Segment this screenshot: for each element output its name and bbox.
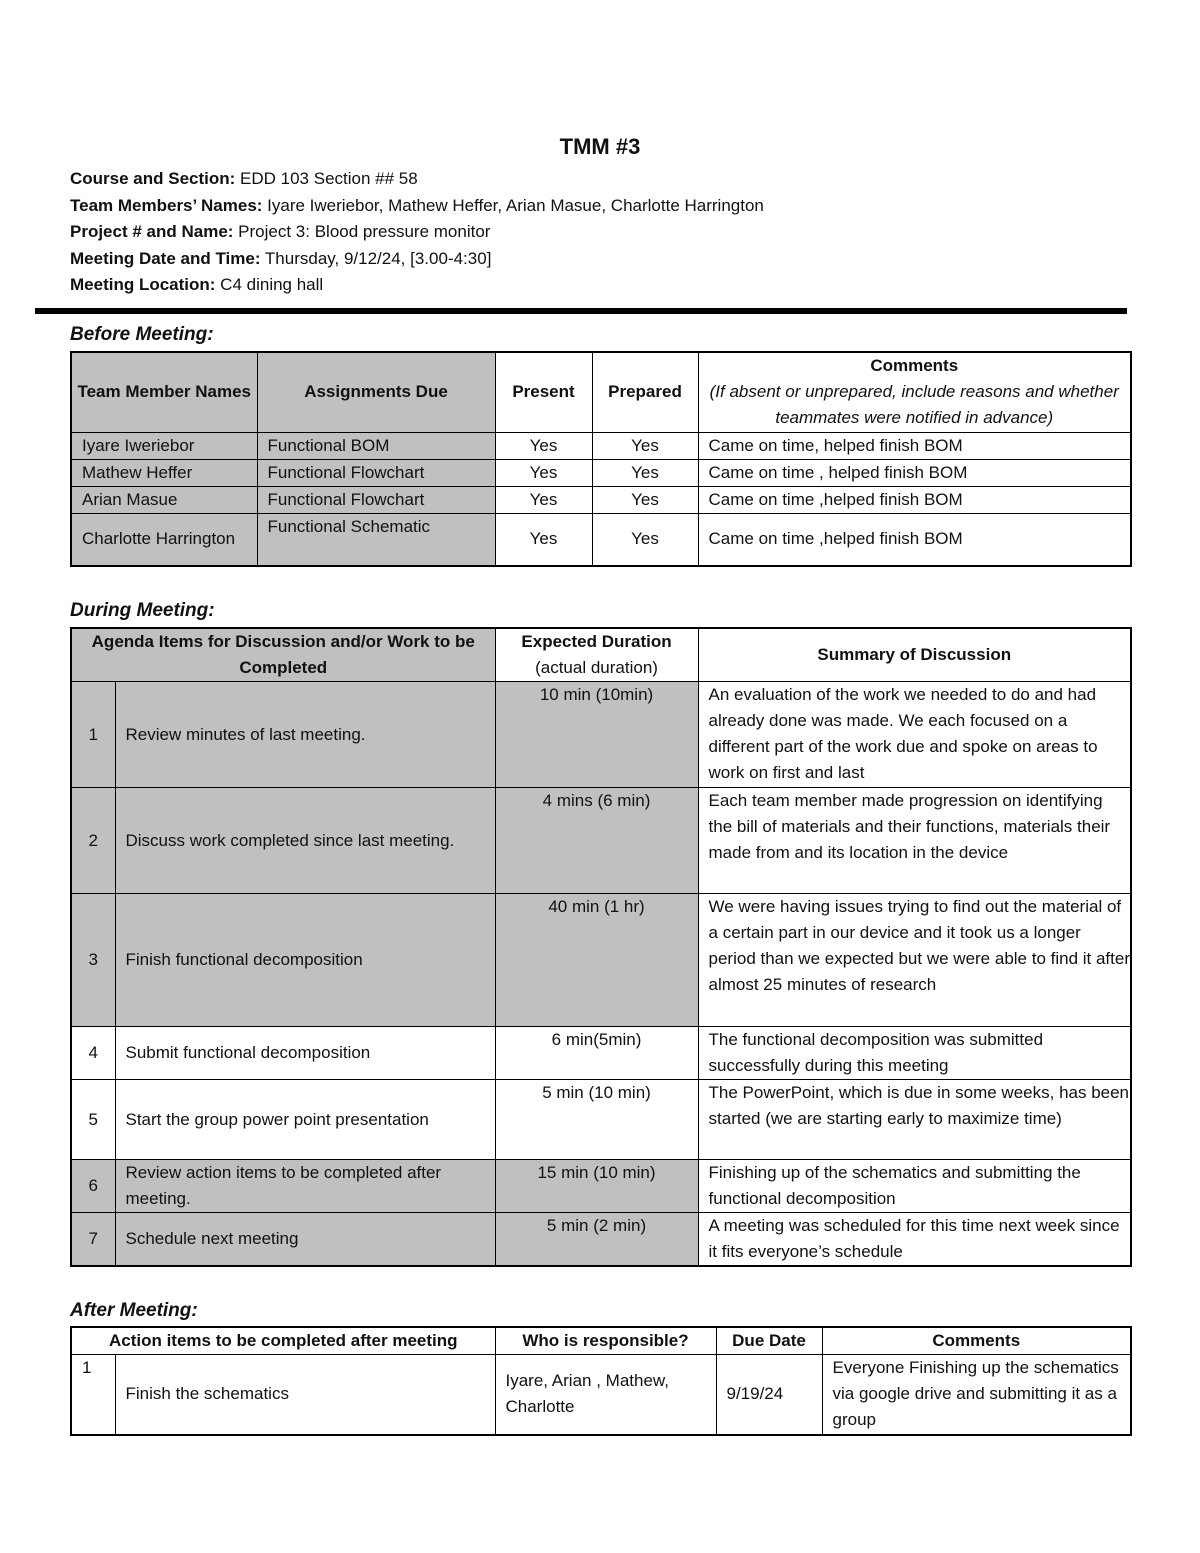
col-duration: Expected Duration (actual duration) [495, 628, 698, 682]
table-header-row [71, 628, 1131, 682]
table-row: 3 Finish functional decomposition 40 min (1 hr) We were having issues trying to find out the material of a certain part in our device and it took us a longer period than we expected but we were able to find it after almost 25 minutes of research [71, 894, 1131, 1027]
project-line: Project # and Name: Project 3: Blood pressure monitor [70, 222, 491, 241]
during-meeting-heading: During Meeting: [70, 600, 215, 621]
document-title: TMM #3 [559, 134, 641, 159]
col-comments: Comments [822, 1327, 1131, 1355]
location-line: Meeting Location: C4 dining hall [70, 275, 324, 294]
table-row: Charlotte Harrington Functional Schematic Yes Yes Came on time ,helped finish BOM [71, 513, 1131, 566]
col-responsible: Who is responsible? [495, 1327, 716, 1355]
col-summary: Summary of Discussion [698, 628, 1131, 682]
during-meeting-table [70, 627, 1132, 1267]
table-row: 2 Discuss work completed since last meeting. 4 mins (6 min) Each team member made progression on identifying the bill of materials and their functions, materials their made from and its location in the device [71, 788, 1131, 894]
col-present: Present [495, 352, 592, 432]
table-row: 7 Schedule next meeting 5 min (2 min) A meeting was scheduled for this time next week since it fits everyone’s schedule [71, 1213, 1131, 1267]
col-team-member: Team Member Names [71, 352, 257, 432]
col-action-items: Action items to be completed after meeting [71, 1327, 495, 1355]
table-row: 1 Finish the schematics Iyare, Arian , Mathew, Charlotte 9/19/24 Everyone Finishing up the schematics via google drive and submitting it as a group [71, 1355, 1131, 1435]
table-row: Mathew Heffer Functional Flowchart Yes Yes Came on time , helped finish BOM [71, 459, 1131, 486]
before-meeting-table [70, 351, 1132, 567]
table-row: 6 Review action items to be completed after meeting. 15 min (10 min) Finishing up of the schematics and submitting the functional decomposition [71, 1160, 1131, 1213]
col-prepared: Prepared [592, 352, 698, 432]
col-due-date: Due Date [716, 1327, 822, 1355]
before-meeting-heading: Before Meeting: [70, 324, 214, 345]
table-row: Arian Masue Functional Flowchart Yes Yes Came on time ,helped finish BOM [71, 486, 1131, 513]
members-line: Team Members’ Names: Iyare Iweriebor, Mathew Heffer, Arian Masue, Charlotte Harrington [70, 195, 764, 215]
col-agenda: Agenda Items for Discussion and/or Work to be Completed [71, 628, 495, 682]
datetime-line: Meeting Date and Time: Thursday, 9/12/24, [3.00-4:30] [70, 248, 492, 268]
table-row: 4 Submit functional decomposition 6 min(5min) The functional decomposition was submitted successfully during this meeting [71, 1027, 1131, 1080]
table-header-row [71, 1327, 1131, 1355]
meeting-header [70, 166, 764, 299]
table-row: 5 Start the group power point presentation 5 min (10 min) The PowerPoint, which is due in some weeks, has been started (we are starting early to maximize time) [71, 1080, 1131, 1160]
table-row: 1 Review minutes of last meeting. 10 min (10min) An evaluation of the work we needed to do and had already done was made. We each focused on a different part of the work due and spoke on areas to work on first and last [71, 682, 1131, 788]
col-assignments: Assignments Due [257, 352, 495, 432]
table-row: Iyare Iweriebor Functional BOM Yes Yes Came on time, helped finish BOM [71, 432, 1131, 459]
course-line: Course and Section: EDD 103 Section ## 58 [70, 169, 418, 188]
after-meeting-heading: After Meeting: [70, 1300, 198, 1321]
divider [35, 308, 1127, 314]
table-header-row [71, 352, 1131, 432]
col-comments: Comments (If absent or unprepared, include reasons and whether teammates were notified in advance) [698, 352, 1131, 432]
after-meeting-table [70, 1326, 1132, 1436]
